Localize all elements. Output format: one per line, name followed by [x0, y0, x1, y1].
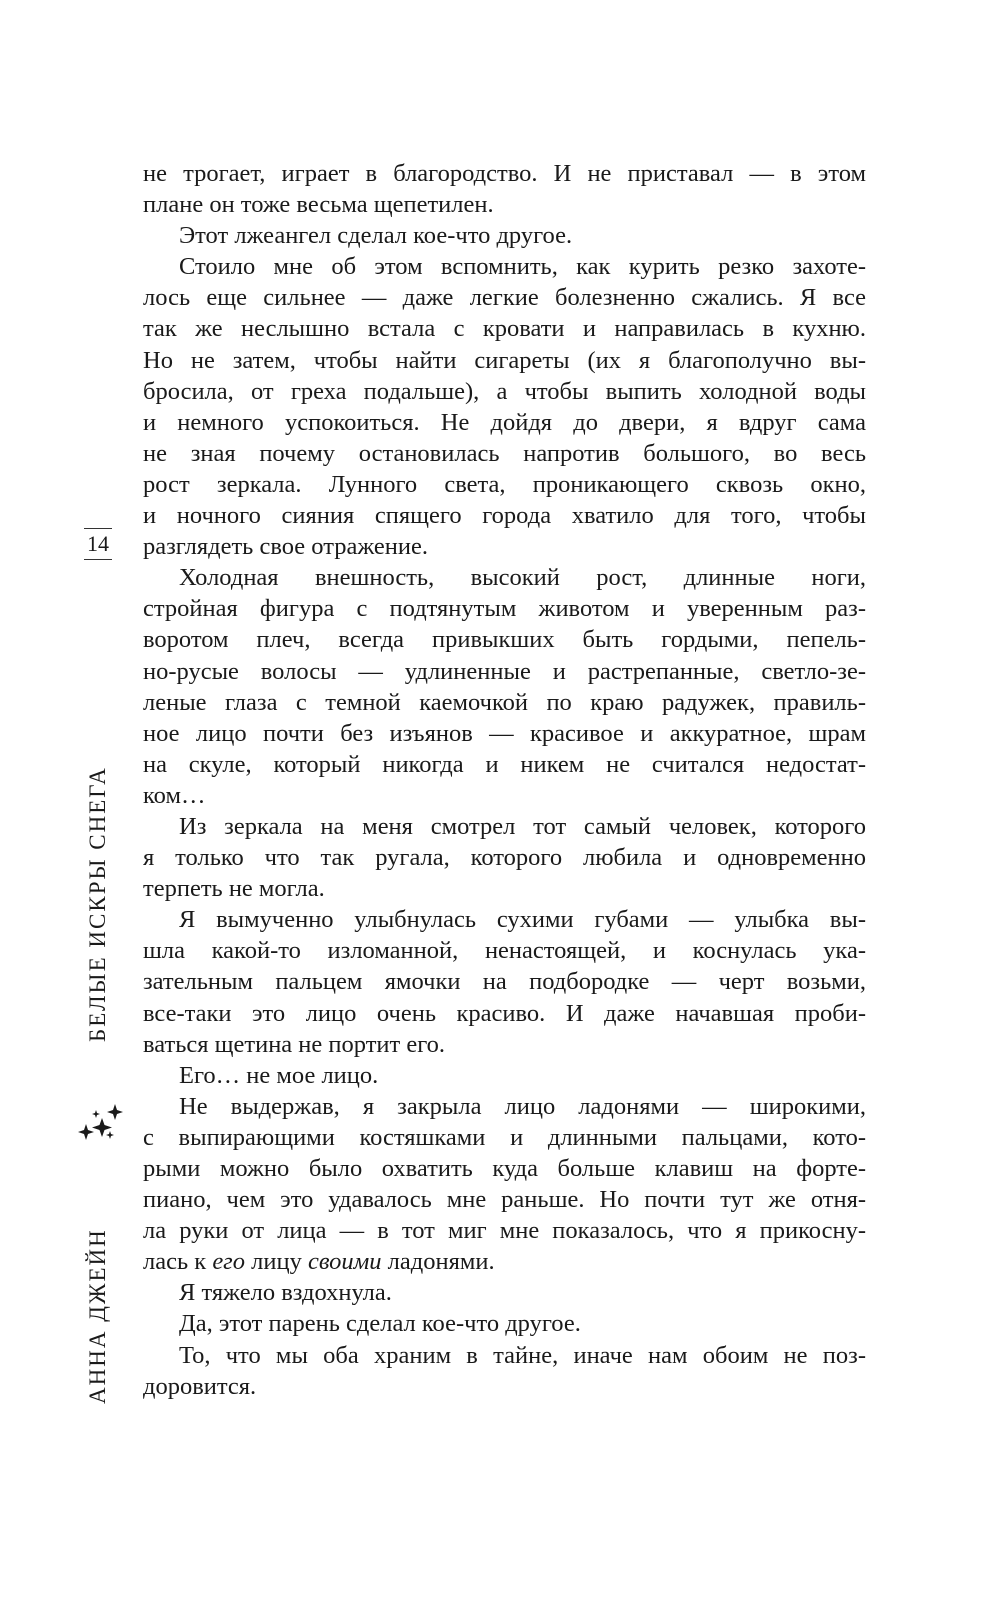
- text-line: воротом плеч, всегда привыкших быть гордыми, пепель-: [143, 626, 866, 654]
- text-line: Но не затем, чтобы найти сигареты (их я благополучно вы-: [143, 346, 866, 374]
- text-line: я только что так ругала, которого любила и одновременно: [143, 844, 866, 872]
- text-line: ваться щетина не портит его.: [143, 1030, 446, 1058]
- text-line: доровится.: [143, 1372, 257, 1400]
- text-span: ладонями.: [381, 1248, 495, 1276]
- text-span: лась к: [143, 1248, 213, 1276]
- text-span: лицу: [245, 1248, 308, 1276]
- text-line: рост зеркала. Лунного света, проникающего сквозь окно,: [143, 470, 866, 498]
- running-head-title: БЕЛЫЕ ИСКРЫ СНЕГА: [85, 766, 110, 1042]
- text-line: Из зеркала на меня смотрел тот самый человек, которого: [179, 812, 866, 840]
- text-line: Его… не мое лицо.: [179, 1061, 379, 1089]
- text-line: и немного успокоиться. Не дойдя до двери, я вдруг сама: [143, 408, 866, 436]
- text-line: ное лицо почти без изъянов — красивое и аккуратное, шрам: [143, 719, 866, 747]
- italic-text: своими: [307, 1248, 382, 1276]
- text-line: пиано, чем это удавалось мне раньше. Но почти тут же отня-: [143, 1186, 866, 1214]
- text-line: но-русые волосы — удлиненные и растрепанные, светло-зе-: [143, 657, 866, 685]
- text-line: Холодная внешность, высокий рост, длинные ноги,: [179, 564, 866, 592]
- text-line: рыми можно было охватить куда больше клавиш на форте-: [143, 1155, 866, 1182]
- text-line: так же неслышно встала с кровати и направилась в кухню.: [143, 315, 866, 343]
- text-line: То, что мы оба храним в тайне, иначе нам обоим не поз-: [179, 1341, 866, 1369]
- text-line: стройная фигура с подтянутым животом и уверенным раз-: [143, 595, 866, 623]
- text-line: шла какой-то изломанной, ненастоящей, и коснулась ука-: [143, 937, 866, 965]
- text-line: бросила, от греха подальше), а чтобы выпить холодной воды: [143, 377, 866, 405]
- text-line: все-таки это лицо очень красиво. И даже начавшая проби-: [143, 999, 866, 1027]
- sparkle-stars-icon: [74, 1100, 124, 1150]
- text-line: на скуле, который никогда и никем не считался недостат-: [143, 750, 866, 778]
- text-line: Да, этот парень сделал кое-что другое.: [179, 1310, 581, 1338]
- text-line: не зная почему остановилась напротив большого, во весь: [143, 439, 866, 467]
- text-line: лось еще сильнее — даже легкие болезненно сжались. Я все: [143, 284, 866, 312]
- running-head-author: АННА ДЖЕЙН: [85, 1228, 110, 1404]
- text-line: зательным пальцем ямочки на подбородке — черт возьми,: [143, 968, 866, 996]
- text-line: [143, 1246, 866, 1277]
- text-line: Стоило мне об этом вспомнить, как курить резко захоте-: [179, 253, 866, 281]
- text-line: плане он тоже весьма щепетилен.: [143, 191, 494, 219]
- text-line: разглядеть свое отражение.: [143, 533, 429, 561]
- page-number: 14: [84, 528, 112, 560]
- text-line: и ночного сияния спящего города хватило для того, чтобы: [143, 502, 866, 530]
- body-text: [143, 158, 866, 1402]
- text-line: Этот лжеангел сделал кое-что другое.: [179, 222, 573, 250]
- text-line: Я тяжело вздохнула.: [179, 1279, 392, 1307]
- text-line: ком…: [143, 781, 206, 809]
- text-line: Не выдержав, я закрыла лицо ладонями — широкими,: [179, 1092, 866, 1120]
- text-line: ла руки от лица — в тот миг мне показалось, что я прикосну-: [143, 1217, 866, 1245]
- italic-text: его: [212, 1248, 245, 1276]
- text-line: не трогает, играет в благородство. И не приставал — в этом: [143, 160, 866, 187]
- text-line: терпеть не могла.: [143, 875, 325, 903]
- text-line: с выпирающими костяшками и длинными пальцами, кото-: [143, 1123, 866, 1151]
- text-line: леные глаза с темной каемочкой по краю радужек, правиль-: [143, 688, 866, 716]
- text-line: Я вымученно улыбнулась сухими губами — улыбка вы-: [179, 906, 866, 934]
